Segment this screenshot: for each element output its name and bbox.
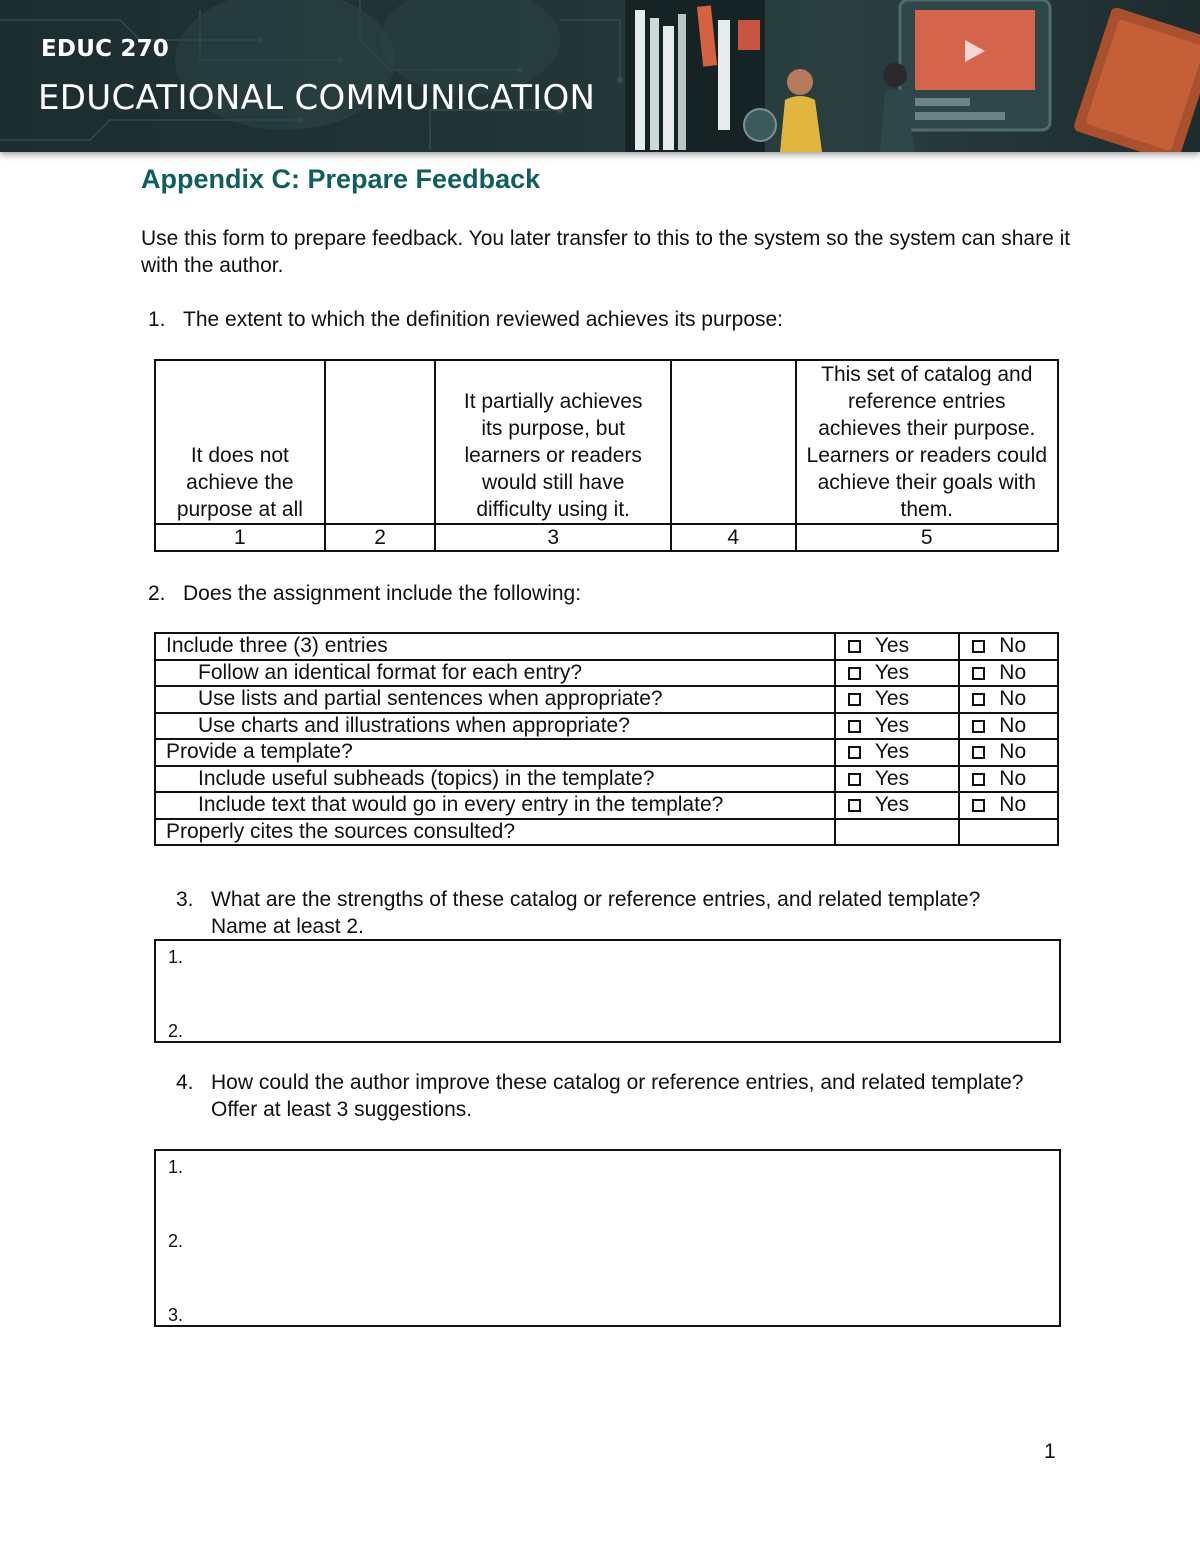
no-option[interactable]: No bbox=[959, 633, 1058, 660]
yes-option[interactable]: Yes bbox=[835, 766, 959, 793]
checkbox-icon[interactable] bbox=[972, 693, 985, 706]
question-4-number: 4. bbox=[176, 1071, 194, 1094]
checkbox-icon[interactable] bbox=[848, 720, 861, 733]
no-option[interactable]: No bbox=[959, 766, 1058, 793]
checkbox-icon[interactable] bbox=[848, 667, 861, 680]
course-code: EDUC 270 bbox=[41, 36, 169, 62]
assignment-checklist-table bbox=[154, 632, 1059, 846]
question-3-number: 3. bbox=[176, 888, 194, 911]
checklist-item-label: Use charts and illustrations when appropriate? bbox=[155, 713, 835, 740]
question-2-number: 2. bbox=[148, 582, 166, 605]
question-4-text: How could the author improve these catalog or reference entries, and related template? Offer at least 3 suggestions. bbox=[211, 1071, 1024, 1121]
checkbox-icon[interactable] bbox=[972, 720, 985, 733]
question-2 bbox=[148, 580, 1048, 607]
checklist-item-label: Follow an identical format for each entry? bbox=[155, 660, 835, 687]
rating-option-1[interactable]: 1 bbox=[155, 524, 325, 551]
question-1-text: The extent to which the definition reviewed achieves its purpose: bbox=[183, 308, 784, 331]
no-option[interactable]: No bbox=[959, 792, 1058, 819]
header-banner bbox=[0, 0, 1200, 152]
question-1 bbox=[148, 306, 1048, 333]
yes-option[interactable]: Yes bbox=[835, 713, 959, 740]
checkbox-icon[interactable] bbox=[972, 799, 985, 812]
checklist-row bbox=[155, 633, 1058, 660]
answer-line-number: 1. bbox=[168, 947, 184, 967]
no-cell-empty[interactable] bbox=[959, 819, 1058, 846]
question-4 bbox=[176, 1069, 1056, 1123]
question-1-number: 1. bbox=[148, 308, 166, 331]
checkbox-icon[interactable] bbox=[848, 640, 861, 653]
checklist-item-label: Include three (3) entries bbox=[155, 633, 835, 660]
page-title: Appendix C: Prepare Feedback bbox=[141, 164, 541, 194]
strengths-answer-box[interactable] bbox=[154, 939, 1061, 1043]
checklist-row bbox=[155, 819, 1058, 846]
checkbox-icon[interactable] bbox=[848, 746, 861, 759]
rating-option-2[interactable]: 2 bbox=[325, 524, 436, 551]
no-option[interactable]: No bbox=[959, 713, 1058, 740]
rating-description-5: This set of catalog and reference entries achieves their purpose. Learners or readers could achieve their goals with them. bbox=[796, 360, 1058, 524]
checklist-item-label: Include text that would go in every entry in the template? bbox=[155, 792, 835, 819]
answer-line-number: 1. bbox=[168, 1157, 184, 1177]
yes-option[interactable]: Yes bbox=[835, 660, 959, 687]
course-title: EDUCATIONAL COMMUNICATION bbox=[38, 78, 596, 118]
rating-option-5[interactable]: 5 bbox=[796, 524, 1058, 551]
checklist-item-label: Provide a template? bbox=[155, 739, 835, 766]
banner-illustration bbox=[0, 0, 1200, 152]
checklist-row bbox=[155, 739, 1058, 766]
checklist-item-label: Use lists and partial sentences when appropriate? bbox=[155, 686, 835, 713]
rating-description-3: It partially achieves its purpose, but learners or readers would still have difficulty using it. bbox=[435, 360, 671, 524]
no-option[interactable]: No bbox=[959, 739, 1058, 766]
intro-paragraph: Use this form to prepare feedback. You later transfer to this to the system so the system can share it with the author. bbox=[141, 227, 1071, 277]
rating-scale-table bbox=[154, 359, 1059, 552]
checkbox-icon[interactable] bbox=[848, 799, 861, 812]
checkbox-icon[interactable] bbox=[972, 667, 985, 680]
checklist-row bbox=[155, 792, 1058, 819]
checkbox-icon[interactable] bbox=[972, 746, 985, 759]
checkbox-icon[interactable] bbox=[848, 773, 861, 786]
no-option[interactable]: No bbox=[959, 686, 1058, 713]
checklist-item-label: Include useful subheads (topics) in the template? bbox=[155, 766, 835, 793]
yes-option[interactable]: Yes bbox=[835, 739, 959, 766]
rating-description-4 bbox=[671, 360, 796, 524]
checkbox-icon[interactable] bbox=[972, 640, 985, 653]
rating-description-2 bbox=[325, 360, 436, 524]
checklist-row bbox=[155, 766, 1058, 793]
yes-option[interactable]: Yes bbox=[835, 686, 959, 713]
rating-option-4[interactable]: 4 bbox=[671, 524, 796, 551]
checklist-row bbox=[155, 713, 1058, 740]
no-option[interactable]: No bbox=[959, 660, 1058, 687]
question-3-text: What are the strengths of these catalog or reference entries, and related template? Name at least 2. bbox=[211, 888, 981, 938]
yes-option[interactable]: Yes bbox=[835, 792, 959, 819]
checkbox-icon[interactable] bbox=[848, 693, 861, 706]
yes-option[interactable]: Yes bbox=[835, 633, 959, 660]
question-2-text: Does the assignment include the following: bbox=[183, 582, 582, 605]
yes-cell-empty[interactable] bbox=[835, 819, 959, 846]
rating-option-3[interactable]: 3 bbox=[435, 524, 671, 551]
checklist-row bbox=[155, 686, 1058, 713]
checklist-item-label: Properly cites the sources consulted? bbox=[155, 819, 835, 846]
answer-line-number: 3. bbox=[168, 1305, 184, 1325]
question-3 bbox=[176, 886, 1056, 940]
checklist-row bbox=[155, 660, 1058, 687]
answer-line-number: 2. bbox=[168, 1231, 184, 1251]
page-number: 1 bbox=[1044, 1440, 1056, 1463]
rating-description-1: It does not achieve the purpose at all bbox=[155, 360, 325, 524]
suggestions-answer-box[interactable] bbox=[154, 1149, 1061, 1327]
answer-line-number: 2. bbox=[168, 1021, 184, 1041]
checkbox-icon[interactable] bbox=[972, 773, 985, 786]
